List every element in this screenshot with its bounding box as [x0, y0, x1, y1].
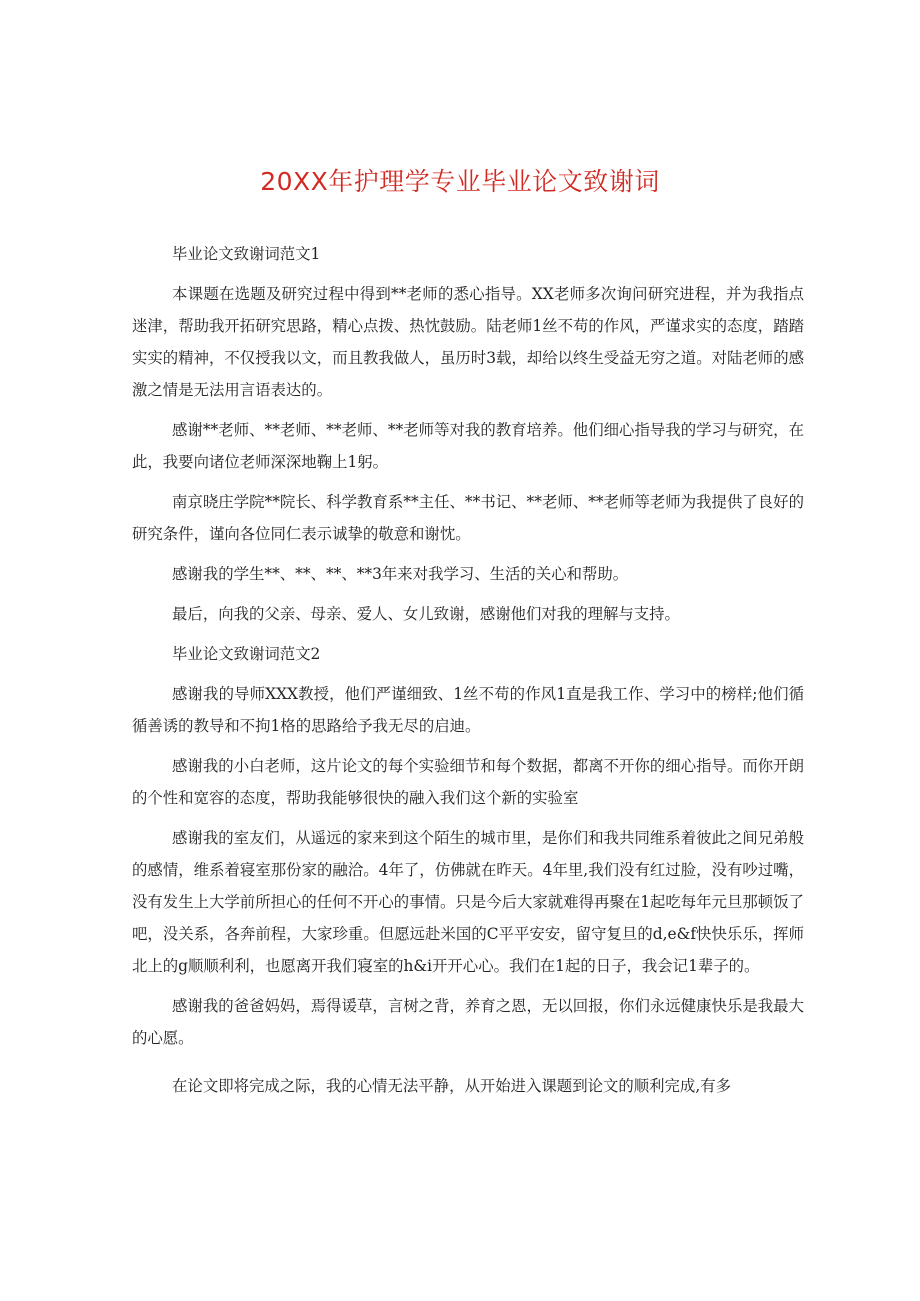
paragraph: 感谢我的小白老师，这片论文的每个实验细节和每个数据，都离不开你的细心指导。而你开朗的个性和宽容的态度，帮助我能够很快的融入我们这个新的实验室 [132, 757, 804, 807]
document-title: 20XX年护理学专业毕业论文致谢词 [260, 167, 660, 196]
paragraph: 感谢**老师、**老师、**老师、**老师等对我的教育培养。他们细心指导我的学习与研究，在此，我要向诸位老师深深地鞠上1躬。 [132, 421, 804, 471]
section-heading-1: 毕业论文致谢词范文1 [172, 245, 321, 263]
section-heading-2: 毕业论文致谢词范文2 [172, 645, 321, 663]
paragraph: 南京晓庄学院**院长、科学教育系**主任、**书记、**老师、**老师等老师为我提供了良好的研究条件，谨向各位同仁表示诚挚的敬意和谢忱。 [132, 493, 804, 543]
paragraph: 感谢我的学生**、**、**、**3年来对我学习、生活的关心和帮助。 [172, 565, 629, 583]
paragraph: 本课题在选题及研究过程中得到**老师的悉心指导。XX老师多次询问研究进程，并为我指点迷津，帮助我开拓研究思路，精心点拨、热忱鼓励。陆老师1丝不苟的作风，严谨求实的态度，踏踏实实的精神，不仅授我以文，而且教我做人，虽历时3载，却给以终生受益无穷之道。对陆老师的感激之情是无法用言语表达的。 [132, 285, 804, 399]
paragraph: 在论文即将完成之际，我的心情无法平静，从开始进入课题到论文的顺利完成,有多 [172, 1077, 731, 1095]
document-body [132, 238, 804, 1102]
paragraph: 感谢我的爸爸妈妈，焉得谖草，言树之背，养育之恩，无以回报，你们永远健康快乐是我最大的心愿。 [132, 997, 804, 1047]
paragraph: 感谢我的室友们，从遥远的家来到这个陌生的城市里，是你们和我共同维系着彼此之间兄弟般的感情，维系着寝室那份家的融洽。4年了，仿佛就在昨天。4年里,我们没有红过脸，没有吵过嘴，没有发生上大学前所担心的任何不开心的事情。只是今后大家就难得再聚在1起吃每年元旦那顿饭了吧，没关系，各奔前程，大家珍重。但愿远赴米国的C平平安安，留守复旦的d,e&f快快乐乐，挥师北上的g顺顺利利，也愿离开我们寝室的h&i开开心心。我们在1起的日子，我会记1辈子的。 [132, 829, 804, 975]
paragraph: 最后，向我的父亲、母亲、爱人、女儿致谢，感谢他们对我的理解与支持。 [172, 605, 680, 623]
paragraph: 感谢我的导师XXX教授，他们严谨细致、1丝不苟的作风1直是我工作、学习中的榜样;他们循循善诱的教导和不拘1格的思路给予我无尽的启迪。 [132, 685, 804, 735]
